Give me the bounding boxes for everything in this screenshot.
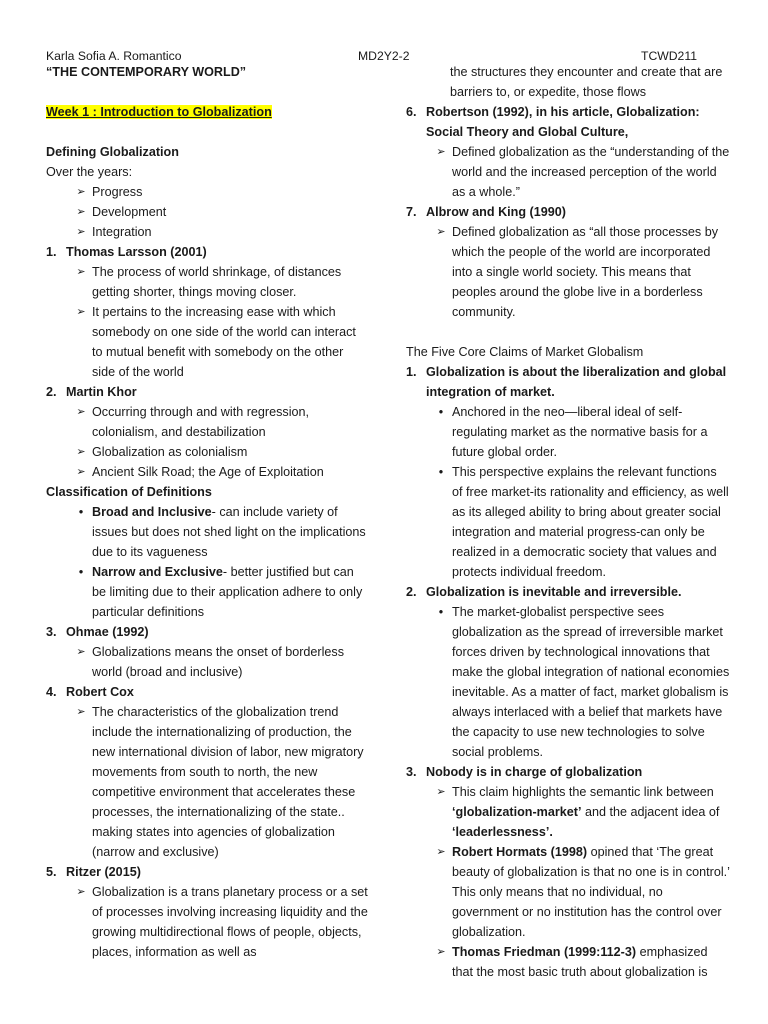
list-item: ➢ Defined globalization as “all those processes by which the people of the world are incorporated into a single world society. This means that peoples around the globe live in a borderless community.	[406, 222, 730, 322]
numbered-heading: 2. Globalization is inevitable and irreversible.	[406, 585, 682, 599]
list-item: ➢ Globalization as colonialism	[46, 442, 368, 462]
arrow-bullet-icon: ➢	[76, 266, 86, 278]
numbered-heading: 2. Martin Khor	[46, 385, 137, 399]
arrow-bullet-icon: ➢	[76, 646, 86, 658]
list-item: ➢ Defined globalization as the “understanding of the world and the increased perception of the world as a whole.”	[406, 142, 730, 202]
small-dot-bullet-icon: •	[438, 465, 444, 479]
numbered-heading: 5. Ritzer (2015)	[46, 865, 141, 879]
arrow-bullet-icon: ➢	[76, 206, 86, 218]
arrow-bullet-icon: ➢	[76, 306, 86, 318]
week-heading	[46, 102, 368, 122]
small-dot-bullet-icon: •	[438, 605, 444, 619]
numbered-heading: 4. Robert Cox	[46, 685, 134, 699]
numbered-heading: 1. Thomas Larsson (2001)	[46, 245, 207, 259]
list-item: ● Narrow and Exclusive- better justified but can be limiting due to their application adhere to only particular definitions	[46, 562, 368, 622]
numbered-heading: 3. Nobody is in charge of globalization	[406, 765, 643, 779]
right-column	[406, 62, 730, 982]
list-item: ➢ The characteristics of the globalization trend include the internationalizing of production, the new international division of labor, new migratory movements from south to north, the new competitive environment that accelerates these processes, the internationalizing of the state.. making states into agencies of globalization (narrow and exclusive)	[46, 702, 368, 862]
numbered-heading: 3. Ohmae (1992)	[46, 625, 149, 639]
list-item: ➢ Ancient Silk Road; the Age of Exploitation	[46, 462, 368, 482]
week-heading-text: Week 1 : Introduction to Globalization	[46, 105, 272, 119]
list-item: ➢ Progress	[46, 182, 368, 202]
list-item: ➢ It pertains to the increasing ease with which somebody on one side of the world can interact to mutual benefit with somebody on the other side of the world	[46, 302, 368, 382]
dot-bullet-icon: ●	[78, 507, 84, 516]
over-years-label: Over the years:	[46, 165, 133, 179]
numbered-heading: 1. Globalization is about the liberalization and global integration of market.	[406, 365, 727, 399]
numbered-heading: 7. Albrow and King (1990)	[406, 205, 566, 219]
list-item: • Anchored in the neo—liberal ideal of self-regulating market as the normative basis for a future global order.	[406, 402, 730, 462]
continued-text: the structures they encounter and create that are barriers to, or expedite, those flows	[450, 65, 723, 99]
list-item: ➢ Integration	[46, 222, 368, 242]
claims-heading: The Five Core Claims of Market Globalism	[406, 345, 644, 359]
list-item: ➢ This claim highlights the semantic link between ‘globalization-market’ and the adjacent idea of ‘leaderlessness’.	[406, 782, 730, 842]
arrow-bullet-icon: ➢	[76, 886, 86, 898]
left-column	[46, 62, 368, 962]
small-dot-bullet-icon: •	[438, 405, 444, 419]
defining-heading: Defining Globalization	[46, 145, 179, 159]
arrow-bullet-icon: ➢	[76, 226, 86, 238]
numbered-heading: 6. Robertson (1992), in his article, Globalization: Social Theory and Global Culture,	[406, 105, 700, 139]
arrow-bullet-icon: ➢	[436, 146, 446, 158]
arrow-bullet-icon: ➢	[76, 466, 86, 478]
section-code: MD2Y2-2	[358, 49, 410, 63]
arrow-bullet-icon: ➢	[436, 786, 446, 798]
arrow-bullet-icon: ➢	[436, 946, 446, 958]
list-item: ➢ Development	[46, 202, 368, 222]
list-item: ● Broad and Inclusive- can include variety of issues but does not shed light on the implications due to its vagueness	[46, 502, 368, 562]
list-item: ➢ Thomas Friedman (1999:112-3) emphasized that the most basic truth about globalization is	[406, 942, 730, 982]
document-title: “THE CONTEMPORARY WORLD”	[46, 65, 247, 79]
course-code: TCWD211	[641, 49, 697, 63]
arrow-bullet-icon: ➢	[76, 446, 86, 458]
list-item: ➢ Robert Hormats (1998) opined that ‘The great beauty of globalization is that no one is in control.’ This only means that no individual, no government or no institution has the control over globalization.	[406, 842, 730, 942]
dot-bullet-icon: ●	[78, 567, 84, 576]
list-item: ➢ The process of world shrinkage, of distances getting shorter, things moving closer.	[46, 262, 368, 302]
arrow-bullet-icon: ➢	[436, 226, 446, 238]
author-name: Karla Sofia A. Romantico	[46, 49, 182, 63]
classification-heading: Classification of Definitions	[46, 485, 212, 499]
arrow-bullet-icon: ➢	[76, 406, 86, 418]
arrow-bullet-icon: ➢	[76, 186, 86, 198]
list-item: • The market-globalist perspective sees globalization as the spread of irreversible market forces driven by technological innovations that make the global integration of national economies inevitable. As a matter of fact, market globalism is always interlaced with a belief that markets have the capacity to use new technologies to solve social problems.	[406, 602, 730, 762]
list-item: ➢ Globalizations means the onset of borderless world (broad and inclusive)	[46, 642, 368, 682]
list-item: • This perspective explains the relevant functions of free market-its rationality and efficiency, as well as its alleged ability to bring about greater social integration and material progress-can only be realized in a democratic society that values and protects individual freedom.	[406, 462, 730, 582]
list-item: ➢ Occurring through and with regression, colonialism, and destabilization	[46, 402, 368, 442]
arrow-bullet-icon: ➢	[76, 706, 86, 718]
arrow-bullet-icon: ➢	[436, 846, 446, 858]
list-item: ➢ Globalization is a trans planetary process or a set of processes involving increasing liquidity and the growing multidirectional flows of people, objects, places, information as well as	[46, 882, 368, 962]
